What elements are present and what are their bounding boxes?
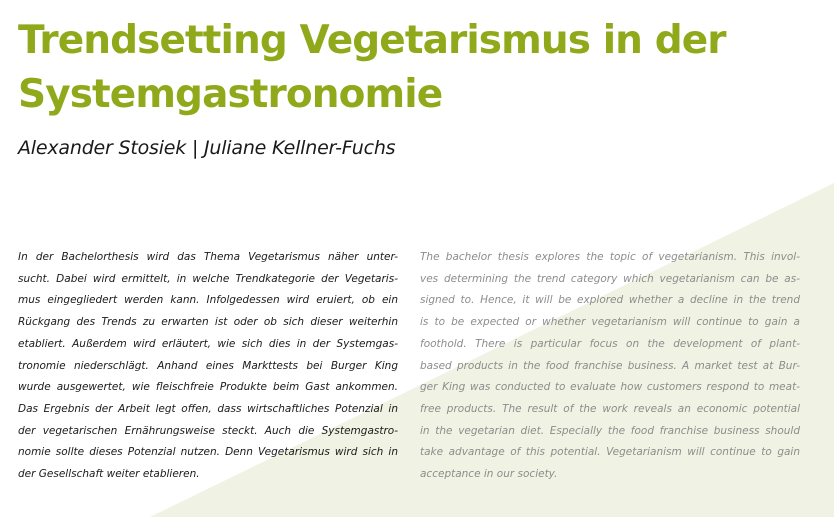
abstract-de-line: In der Bachelorthesis wird das Thema Vegetarismus näher unter- xyxy=(18,251,398,263)
title-line-1: Trendsetting Vegetarismus in der xyxy=(18,18,726,63)
abstract-de-line: nomie sollte dieses Potenzial nutzen. Denn Vegetarismus wird sich in xyxy=(18,446,398,459)
abstract-en-line: take advantage of this potential. Vegetarianism will continue to gain xyxy=(420,446,800,459)
abstract-en-line: ves determining the trend category which vegetarianism can be as- xyxy=(420,272,800,285)
abstract-de-line: tronomie niederschlägt. Anhand eines Markttests bei Burger King xyxy=(18,359,398,372)
authors-line: Alexander Stosiek | Juliane Kellner-Fuchs xyxy=(18,137,396,159)
abstract-en-line: The bachelor thesis explores the topic of vegetarianism. This invol- xyxy=(420,251,800,263)
title-line-2: Systemgastronomie xyxy=(18,72,443,117)
abstract-en-line: based products in the food franchise business. A market test at Bur- xyxy=(420,359,800,372)
abstract-en-line: foothold. There is particular focus on the development of plant- xyxy=(420,337,800,350)
abstract-en-line: acceptance in our society. xyxy=(420,468,558,481)
abstract-en-line: signed to. Hence, it will be explored whether a decline in the trend xyxy=(420,294,800,307)
abstract-de-line: der vegetarischen Ernährungsweise steckt. Auch die Systemgastro- xyxy=(18,424,398,437)
abstract-de-line: wurde ausgewertet, wie fleischfreie Produkte beim Gast ankommen. xyxy=(18,381,398,394)
abstract-de-line: der Gesellschaft weiter etablieren. xyxy=(18,468,200,481)
paper-title xyxy=(18,14,798,122)
abstract-de-line: Das Ergebnis der Arbeit legt offen, dass wirtschaftliches Potenzial in xyxy=(18,402,398,415)
abstract-de-line: sucht. Dabei wird ermittelt, in welche Trendkategorie der Vegetaris- xyxy=(18,272,398,285)
abstract-en-line: free products. The result of the work reveals an economic potential xyxy=(420,402,800,415)
abstract-de-line: Rückgang des Trends zu erwarten ist oder ob sich dieser weiterhin xyxy=(18,316,398,329)
abstract-en-line: in the vegetarian diet. Especially the food franchise business should xyxy=(420,424,800,437)
abstract-en-line: is to be expected or whether vegetarianism will continue to gain a xyxy=(420,316,800,329)
abstract-en-line: ger King was conducted to evaluate how customers respond to meat- xyxy=(420,381,800,394)
abstract-de-line: mus eingegliedert werden kann. Infolgedessen wird eruiert, ob ein xyxy=(18,294,398,307)
abstract-de-line: etabliert. Außerdem wird erläutert, wie sich dies in der Systemgas- xyxy=(18,337,398,350)
abstract-english xyxy=(420,247,800,486)
abstract-german xyxy=(18,247,398,486)
